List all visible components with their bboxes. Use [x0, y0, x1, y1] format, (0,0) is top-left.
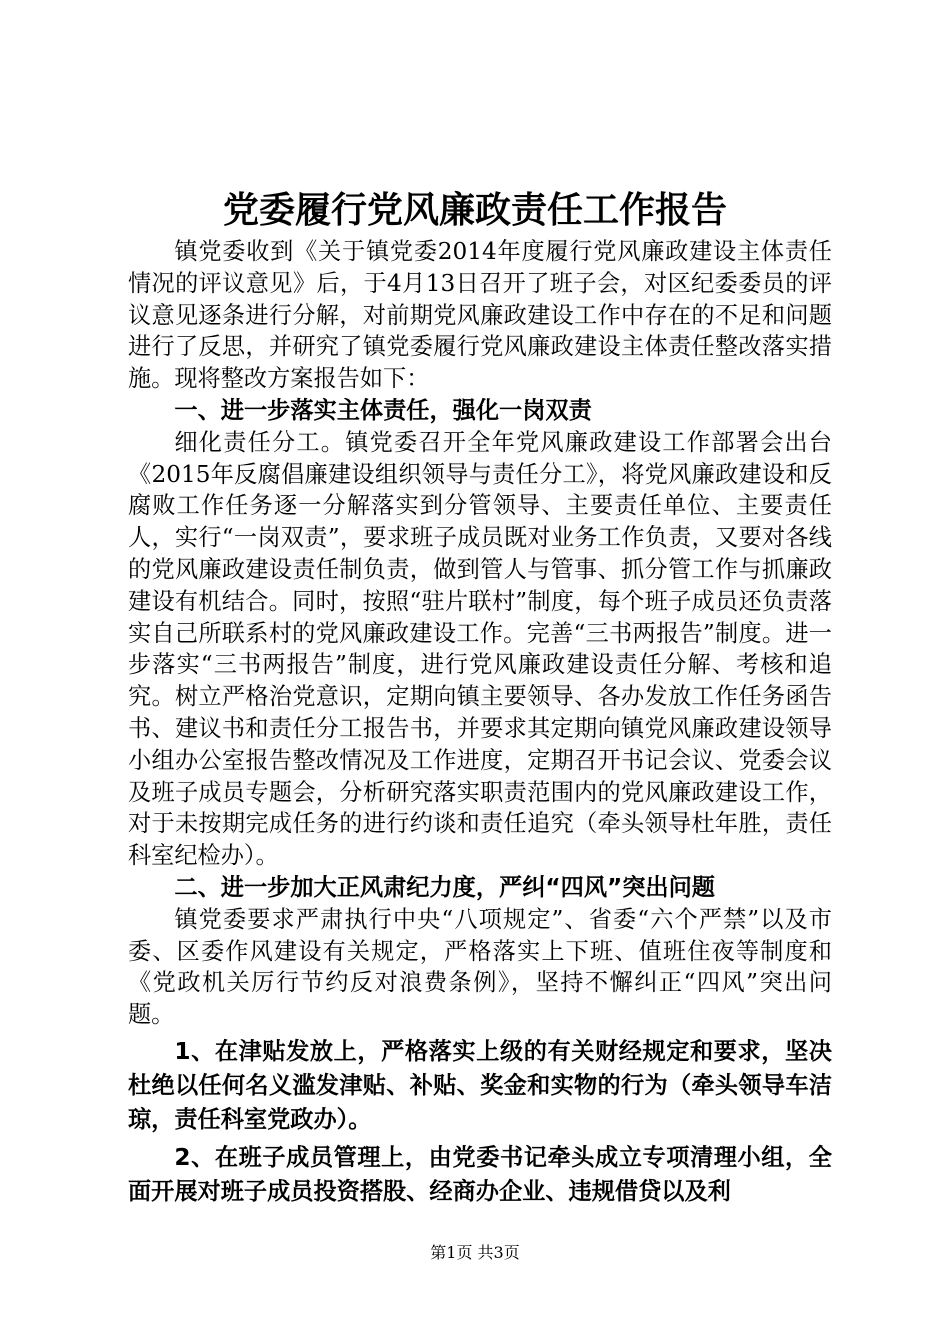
section-heading-1: 一、进一步落实主体责任，强化一岗双责 [174, 396, 592, 424]
intro-paragraph: 镇党委收到《关于镇党委2014年度履行党风廉政建设主体责任情况的评议意见》后，于4月13日召开了班子会，对区纪委委员的评议意见逐条进行分解，对前期党风廉政建设工作中存在的不足和问题进行了反思，并研究了镇党委履行党风廉政建设主体责任整改落实措施。现将整改方案报告如下： [128, 238, 832, 393]
document-title: 党委履行党风廉政责任工作报告 [222, 189, 727, 231]
section-1-paragraph: 细化责任分工。镇党委召开全年党风廉政建设工作部署会出台《2015年反腐倡廉建设组织领导与责任分工》，将党风廉政建设和反腐败工作任务逐一分解落实到分管领导、主要责任单位、主要责任人，实行“一岗双责”，要求班子成员既对业务工作负责，又要对各线的党风廉政建设责任制负责，做到管人与管事、抓分管工作与抓廉政建设有机结合。同时，按照“驻片联村”制度，每个班子成员还负责落实自己所联系村的党风廉政建设工作。完善“三书两报告”制度。进一步落实“三书两报告”制度，进行党风廉政建设责任分解、考核和追究。树立严格治党意识，定期向镇主要领导、各办发放工作任务函告书、建议书和责任分工报告书，并要求其定期向镇党风廉政建设领导小组办公室报告整改情况及工作进度，定期召开书记会议、党委会议及班子成员专题会，分析研究落实职责范围内的党风廉政建设工作，对于未按期完成任务的进行约谈和责任追究（牵头领导杜年胜，责任科室纪检办）。 [128, 428, 832, 870]
document-body [128, 236, 832, 1209]
section-heading-2: 二、进一步加大正风肃纪力度，严纠“四风”突出问题 [174, 873, 715, 901]
item-1-paragraph: 1、在津贴发放上，严格落实上级的有关财经规定和要求，坚决杜绝以任何名义滥发津贴、补贴、奖金和实物的行为（牵头领导车洁琼，责任科室党政办）。 [128, 1037, 832, 1133]
item-2-paragraph: 2、在班子成员管理上，由党委书记牵头成立专项清理小组，全面开展对班子成员投资搭股、经商办企业、违规借贷以及利 [128, 1143, 832, 1205]
page-footer: 第1页 共3页 [430, 1243, 520, 1262]
section-2-paragraph: 镇党委要求严肃执行中央“八项规定”、省委“六个严禁”以及市委、区委作风建设有关规定，严格落实上下班、值班住夜等制度和《党政机关厉行节约反对浪费条例》，坚持不懈纠正“四风”突出问题。 [128, 905, 832, 1029]
